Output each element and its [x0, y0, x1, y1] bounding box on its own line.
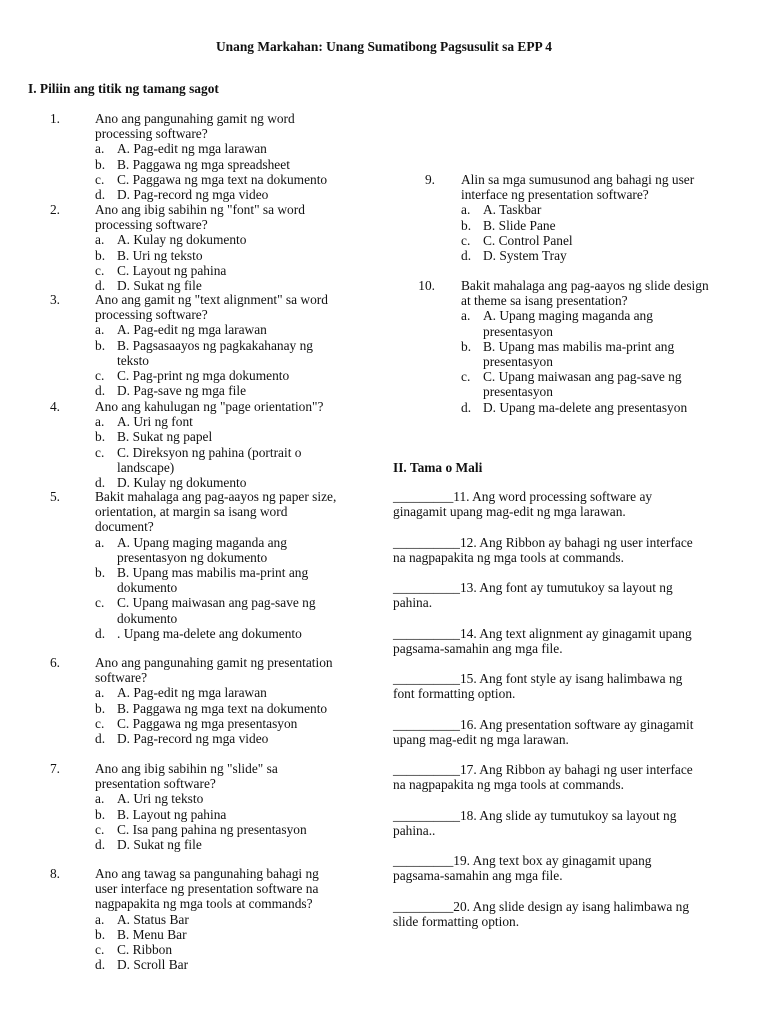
option-text: presentasyon — [483, 353, 553, 369]
option-text: D. Sukat ng file — [117, 837, 202, 852]
question-stem: user interface ng presentation software na — [95, 881, 319, 897]
option-letter: a. — [95, 322, 105, 338]
option-text: B. Sukat ng papel — [117, 429, 213, 445]
question-stem: interface ng presentation software? — [461, 187, 649, 203]
option-letter: b. — [95, 337, 106, 353]
option-letter: d. — [95, 278, 106, 293]
statement-line: _________20. Ang slide design ay isang halimbawa ng — [393, 899, 690, 914]
option-letter: c. — [95, 262, 105, 278]
option-text: presentasyon ng dokumento — [117, 549, 268, 565]
option-text: A. Taskbar — [483, 202, 542, 218]
option-text: presentasyon — [483, 384, 553, 400]
option-letter: c. — [95, 171, 105, 187]
option-text: A. Uri ng font — [117, 414, 193, 430]
option-text: A. Pag-edit ng mga larawan — [117, 141, 267, 157]
true-false-item-15[interactable] — [393, 671, 743, 701]
question-stem: presentation software? — [95, 776, 216, 792]
option-text: D. Sukat ng file — [117, 278, 202, 293]
option-letter: a. — [95, 534, 105, 550]
option-text: A. Kulay ng dokumento — [117, 232, 247, 248]
option-text: A. Upang maging maganda ang — [483, 308, 653, 324]
option-text: A. Pag-edit ng mga larawan — [117, 322, 267, 338]
statement-line: __________13. Ang font ay tumutukoy sa layout ng — [393, 580, 673, 595]
true-false-item-20[interactable] — [393, 899, 743, 929]
option-text: C. Isa pang pahina ng presentasyon — [117, 821, 307, 837]
option-letter: a. — [95, 232, 105, 248]
part2-heading: II. Tama o Mali — [393, 460, 483, 475]
option-text: D. Pag-record ng mga video — [117, 731, 269, 746]
option-text: C. Control Panel — [483, 232, 573, 248]
option-letter: d. — [95, 957, 106, 973]
option-text: D. Scroll Bar — [117, 957, 189, 973]
statement-line: na nagpapakita ng mga tools at commands. — [393, 777, 624, 793]
option-text: C. Paggawa ng mga text na dokumento — [117, 171, 328, 187]
true-false-item-19[interactable] — [393, 853, 743, 883]
question-stem: nagpapakita ng mga tools at commands? — [95, 896, 313, 912]
option-letter: a. — [461, 202, 471, 218]
option-letter: a. — [95, 414, 105, 430]
option-text: dokumento — [117, 580, 178, 596]
option-text: teksto — [117, 352, 149, 368]
statement-line: slide formatting option. — [393, 914, 520, 930]
option-text: C. Upang maiwasan ang pag-save ng — [483, 369, 682, 385]
option-text: C. Upang maiwasan ang pag-save ng — [117, 595, 316, 611]
option-text: C. Layout ng pahina — [117, 262, 227, 278]
option-letter: c. — [461, 232, 471, 248]
statement-line: na nagpapakita ng mga tools at commands. — [393, 550, 624, 566]
statement-line: __________16. Ang presentation software ay ginagamit — [393, 717, 694, 732]
option-text: presentasyon — [483, 323, 553, 339]
question-stem: Ano ang ibig sabihin ng "slide" sa — [95, 761, 278, 776]
option-text: D. Upang ma-delete ang presentasyon — [483, 399, 688, 415]
option-letter: b. — [95, 700, 106, 716]
option-text: D. Pag-record ng mga video — [117, 187, 269, 202]
option-text: C. Pag-print ng mga dokumento — [117, 368, 290, 383]
option-letter: c. — [95, 444, 105, 460]
option-text: dokumento — [117, 610, 178, 626]
option-text: A. Status Bar — [117, 911, 189, 927]
option-letter: d. — [95, 731, 106, 746]
option-letter: b. — [95, 156, 106, 172]
option-letter: b. — [461, 217, 472, 233]
option-text: B. Menu Bar — [117, 926, 187, 942]
option-letter: c. — [461, 369, 471, 385]
option-text: C. Ribbon — [117, 942, 173, 957]
question-stem: Ano ang pangunahing gamit ng word — [95, 111, 295, 126]
true-false-item-16[interactable] — [393, 717, 743, 747]
question-stem: orientation, at margin sa isang word — [95, 504, 288, 520]
question-stem: Ano ang tawag sa pangunahing bahagi ng — [95, 866, 319, 881]
part1-heading: I. Piliin ang titik ng tamang sagot — [28, 81, 219, 96]
statement-line: _________11. Ang word processing software ay — [393, 489, 653, 504]
option-letter: b. — [95, 565, 106, 580]
statement-line: __________12. Ang Ribbon ay bahagi ng user interface — [393, 535, 693, 550]
question-stem: Alin sa mga sumusunod ang bahagi ng user — [461, 172, 695, 187]
statement-line: _________19. Ang text box ay ginagamit upang — [393, 853, 652, 868]
question-stem: Ano ang pangunahing gamit ng presentation — [95, 655, 333, 670]
question-stem: Ano ang ibig sabihin ng "font" sa word — [95, 202, 305, 217]
statement-line: pahina. — [393, 595, 433, 611]
question-stem: Bakit mahalaga ang pag-aayos ng slide design — [461, 278, 709, 293]
option-text: B. Upang mas mabilis ma-print ang — [483, 338, 675, 354]
option-text: C. Direksyon ng pahina (portrait o — [117, 444, 302, 460]
statement-line: __________15. Ang font style ay isang halimbawa ng — [393, 671, 683, 686]
true-false-item-14[interactable] — [393, 626, 743, 656]
option-letter: d. — [95, 625, 106, 641]
question-number: 3. — [49, 292, 60, 307]
option-letter: d. — [95, 187, 106, 202]
option-letter: b. — [95, 926, 106, 942]
question-stem: processing software? — [95, 217, 208, 233]
statement-line: pahina.. — [393, 823, 436, 839]
statement-line: font formatting option. — [393, 686, 516, 702]
option-text: A. Pag-edit ng mga larawan — [117, 685, 267, 701]
option-text: B. Pagsasaayos ng pagkakahanay ng — [117, 337, 313, 353]
question-stem: processing software? — [95, 126, 208, 142]
option-letter: a. — [95, 141, 105, 157]
option-letter: d. — [95, 475, 106, 490]
option-text: B. Slide Pane — [483, 217, 556, 233]
statement-line: upang mag-edit ng mga larawan. — [393, 732, 569, 748]
option-letter: c. — [95, 715, 105, 731]
option-letter: d. — [95, 837, 106, 852]
option-text: C. Paggawa ng mga presentasyon — [117, 715, 298, 731]
option-letter: c. — [95, 942, 105, 957]
true-false-item-12[interactable] — [393, 535, 743, 565]
option-letter: c. — [95, 368, 105, 383]
statement-line: __________17. Ang Ribbon ay bahagi ng user interface — [393, 762, 693, 777]
option-letter: b. — [95, 806, 106, 822]
question-stem: at theme sa isang presentation? — [461, 293, 628, 309]
true-false-item-18[interactable] — [393, 808, 743, 838]
question-number: 4. — [49, 399, 60, 414]
true-false-item-11[interactable] — [393, 489, 743, 519]
statement-line: __________14. Ang text alignment ay ginagamit upang — [393, 626, 692, 641]
option-text: B. Uri ng teksto — [117, 247, 203, 263]
option-text: A. Uri ng teksto — [117, 791, 204, 807]
option-text: D. Pag-save ng mga file — [117, 383, 247, 399]
option-text: B. Layout ng pahina — [117, 806, 227, 822]
page-title: Unang Markahan: Unang Sumatibong Pagsusulit sa EPP 4 — [216, 39, 552, 54]
question-stem: software? — [95, 670, 148, 686]
option-text: B. Upang mas mabilis ma-print ang — [117, 565, 309, 580]
question-number: 6. — [49, 655, 60, 670]
option-letter: c. — [95, 821, 105, 837]
option-letter: a. — [95, 911, 105, 927]
option-letter: d. — [461, 399, 472, 415]
option-letter: b. — [461, 338, 472, 354]
option-letter: d. — [95, 383, 106, 399]
option-text: . Upang ma-delete ang dokumento — [117, 625, 302, 641]
question-number: 7. — [49, 761, 60, 776]
question-stem: document? — [95, 519, 154, 535]
question-stem: Ano ang kahulugan ng "page orientation"? — [95, 399, 324, 414]
option-letter: d. — [461, 248, 472, 263]
option-text: D. Kulay ng dokumento — [117, 475, 247, 490]
question-stem: Ano ang gamit ng "text alignment" sa word — [95, 292, 328, 307]
question-number: 9. — [424, 172, 435, 187]
option-letter: a. — [461, 308, 471, 324]
option-text: B. Paggawa ng mga text na dokumento — [117, 700, 328, 716]
statement-line: pagsama-samahin ang mga file. — [393, 868, 563, 884]
statement-line: ginagamit upang mag-edit ng mga larawan. — [393, 504, 626, 520]
option-letter: b. — [95, 429, 106, 445]
option-text: B. Paggawa ng mga spreadsheet — [117, 156, 290, 172]
option-text: A. Upang maging maganda ang — [117, 534, 287, 550]
question-number: 2. — [49, 202, 60, 217]
question-number: 10. — [418, 278, 435, 293]
question-number: 5. — [49, 489, 60, 504]
question-stem: Bakit mahalaga ang pag-aayos ng paper size, — [95, 489, 337, 504]
true-false-item-13[interactable] — [393, 580, 743, 610]
question-number: 1. — [49, 111, 60, 126]
option-text: D. System Tray — [483, 248, 567, 263]
statement-line: __________18. Ang slide ay tumutukoy sa layout ng — [393, 808, 677, 823]
statement-line: pagsama-samahin ang mga file. — [393, 641, 563, 657]
option-letter: a. — [95, 791, 105, 807]
option-text: landscape) — [117, 459, 175, 475]
option-letter: b. — [95, 247, 106, 263]
option-letter: a. — [95, 685, 105, 701]
true-false-item-17[interactable] — [393, 762, 743, 792]
question-number: 8. — [49, 866, 60, 881]
option-letter: c. — [95, 595, 105, 611]
question-stem: processing software? — [95, 307, 208, 323]
